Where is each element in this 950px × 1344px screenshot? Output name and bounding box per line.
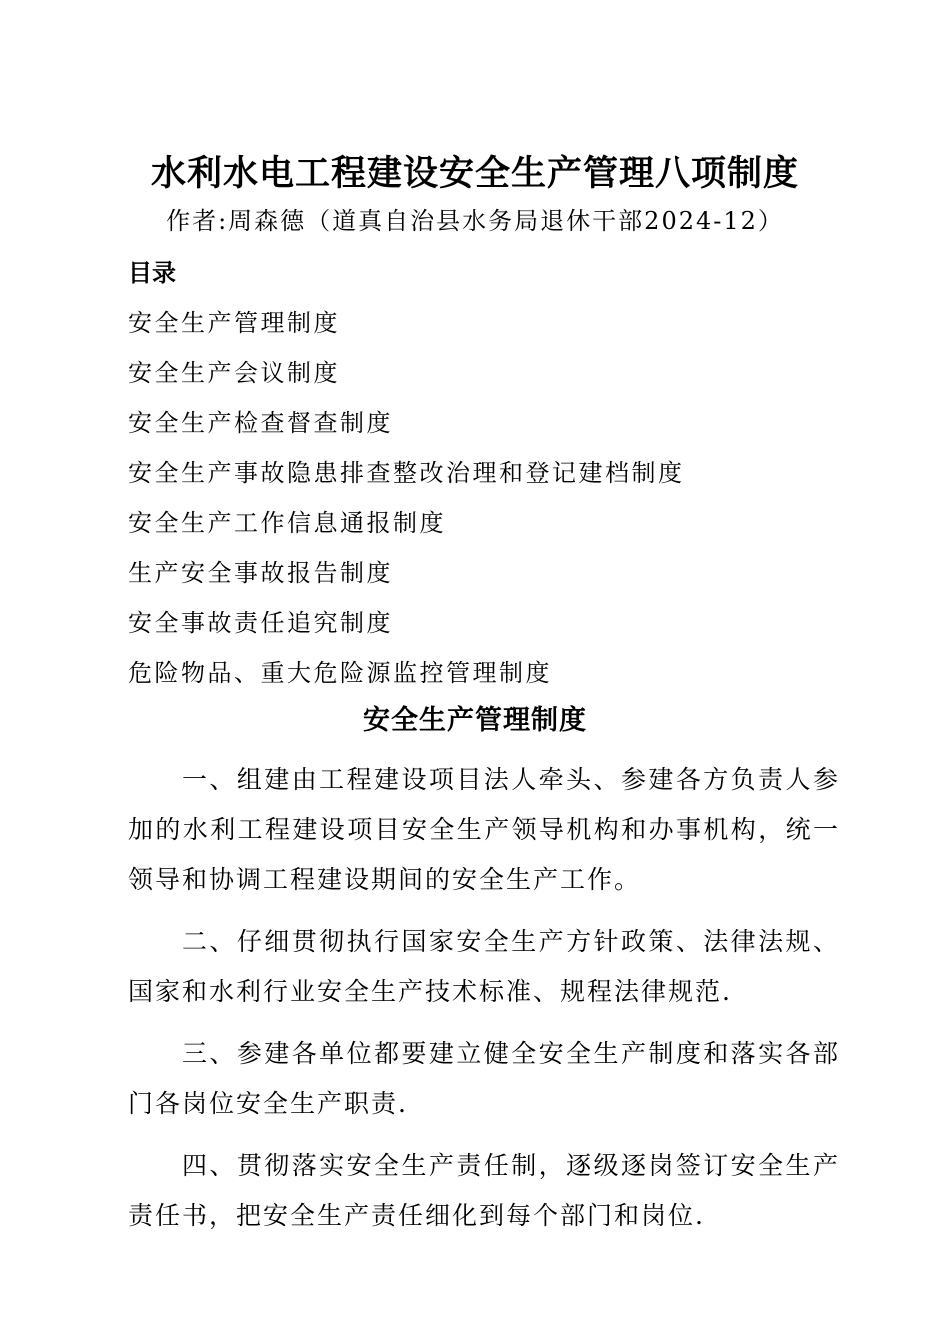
toc-item: 安全生产事故隐患排查整改治理和登记建档制度	[128, 459, 685, 487]
toc-item: 安全事故责任追究制度	[128, 609, 393, 637]
toc-item: 危险物品、重大危险源监控管理制度	[128, 659, 552, 687]
document-title: 水利水电工程建设安全生产管理八项制度	[150, 154, 799, 194]
toc-item: 安全生产检查督查制度	[128, 409, 393, 437]
toc-item: 安全生产会议制度	[128, 359, 340, 387]
section-title: 安全生产管理制度	[363, 705, 587, 736]
paragraph: 一、组建由工程建设项目法人牵头、参建各方负责人参加的水利工程建设项目安全生产领导机构和办事机构，统一领导和协调工程建设期间的安全生产工作。	[128, 765, 840, 894]
table-of-contents	[128, 305, 685, 705]
toc-item: 生产安全事故报告制度	[128, 559, 393, 587]
toc-heading: 目录	[128, 259, 176, 287]
paragraph: 二、仔细贯彻执行国家安全生产方针政策、法律法规、国家和水利行业安全生产技术标准、规程法律规范.	[128, 927, 840, 1006]
toc-item: 安全生产工作信息通报制度	[128, 509, 446, 537]
author-line: 作者:周森德（道真自治县水务局退休干部2024-12）	[166, 207, 784, 235]
paragraph: 四、贯彻落实安全生产责任制，逐级逐岗签订安全生产责任书，把安全生产责任细化到每个部门和岗位.	[128, 1151, 840, 1230]
section-body	[128, 755, 840, 1253]
paragraph: 三、参建各单位都要建立健全安全生产制度和落实各部门各岗位安全生产职责.	[128, 1039, 840, 1118]
toc-item: 安全生产管理制度	[128, 309, 340, 337]
